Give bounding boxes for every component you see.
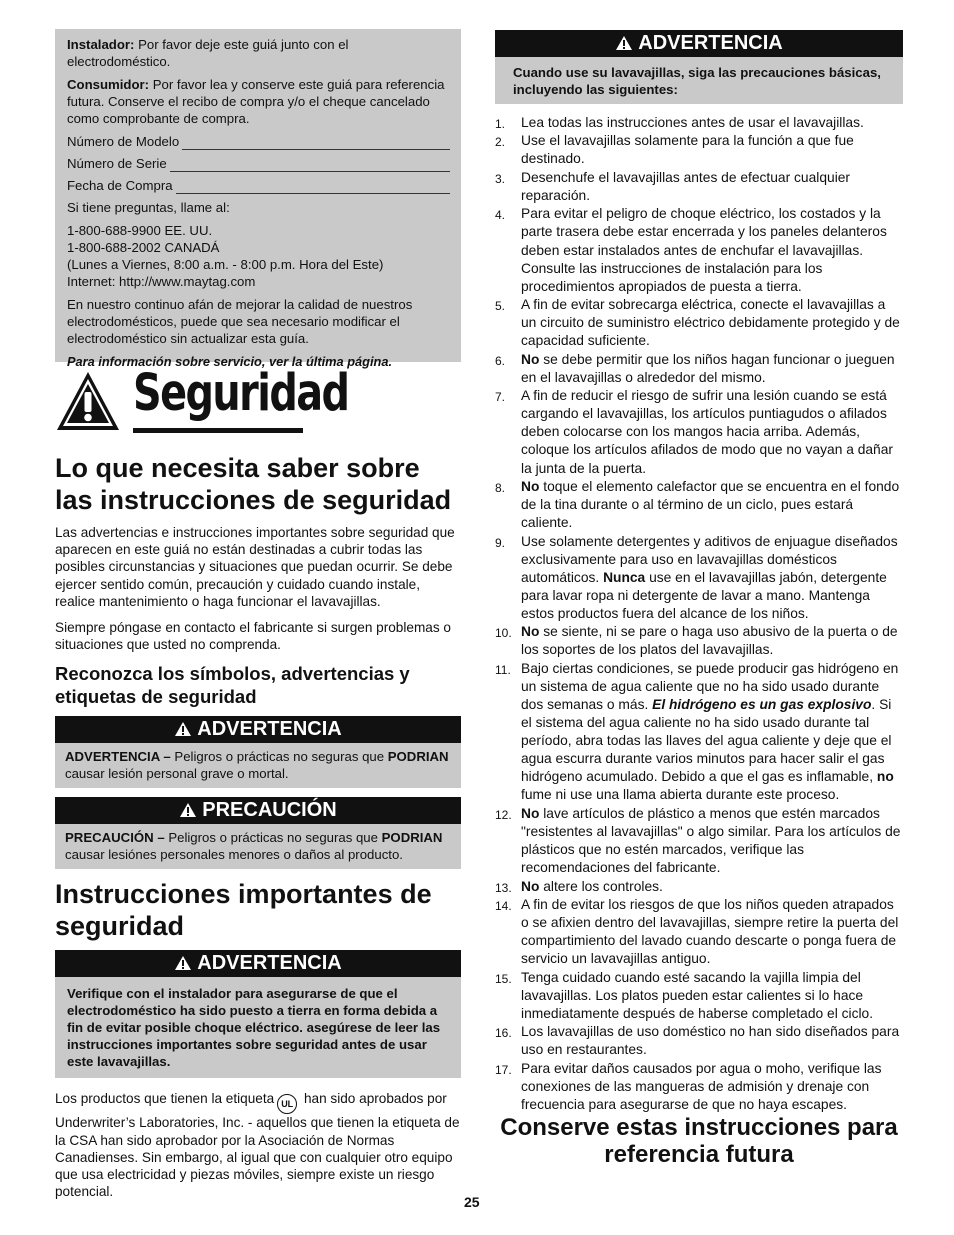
safety-rules-list [495, 114, 903, 1114]
list-item: 2. Use el lavavajillas solamente para la función a que fue destinado. [495, 133, 854, 167]
grounding-warning-box [55, 950, 461, 1078]
alert-icon [174, 955, 192, 971]
usage-warning-text: Cuando use su lavavajillas, siga las precauciones básicas, incluyendo las siguientes: [495, 57, 903, 104]
alert-icon [179, 802, 197, 818]
section-title-important: Instrucciones importantes de seguridad [55, 879, 432, 942]
list-item: 1. Lea todas las instrucciones antes de usar el lavavajillas. [495, 115, 864, 131]
phone-us: 1-800-688-9900 EE. UU. [67, 223, 213, 238]
list-item: 7. A fin de reducir el riesgo de sufrir una lesión cuando se está cargando el lavavajillas, los artículos puntiagudos o afilados deben colocarse con los mangos hacia arriba. Además, coloque los artículos afilados de modo que no vayan a dañar la junta de la puerta. [495, 388, 893, 476]
caution-box [55, 797, 461, 869]
service-hours: (Lunes a Viernes, 8:00 a.m. - 8:00 p.m. Hora del Este) [67, 257, 384, 272]
list-item: 4. Para evitar el peligro de choque eléctrico, los costados y la parte trasera debe estar encerrada y los paneles delanteros deben estar instalados antes de enchufar el lavavajillas. Consulte las instrucciones de instalación para los procedimientos apropiados de puesta a tierra. [495, 206, 887, 294]
keep-instructions-heading: Conserve estas instrucciones para referencia futura [500, 1114, 898, 1169]
alert-icon [615, 35, 633, 51]
list-item: 15. Tenga cuidado cuando esté sacando la vajilla limpia del lavavajillas. Los platos pueden estar calientes si lo hace inmediatamente después de haberse completado el ciclo. [495, 969, 874, 1021]
section1-paragraph-2: Siempre póngase en contacto el fabricante si surgen problemas o situaciones que usted no comprenda. [55, 620, 451, 653]
info-box [55, 29, 461, 369]
seguridad-heading [55, 364, 461, 452]
warning-title-bar: ADVERTENCIA [55, 716, 461, 743]
section1-paragraph-1: Las advertencias e instrucciones importantes sobre seguridad que aparecen en este guiá no están destinadas a cubrir todas las posibles circunstancias y situaciones que puedan ocurrir. Se debe ejercer sentido común, precaución y cuidado cuando instale, realice mantenimiento o haga funcionar el lavavajillas. [55, 525, 455, 609]
usage-warning-box [495, 30, 903, 104]
contact-block [67, 222, 450, 290]
questions-line: Si tiene preguntas, llame al: [67, 200, 230, 215]
installer-note: Instalador: Por favor deje este guiá junto con el electrodoméstico. [67, 37, 349, 69]
section-title-instructions: Lo que necesita saber sobre las instrucciones de seguridad [55, 453, 452, 515]
improvement-note: En nuestro continuo afán de mejorar la calidad de nuestros electrodomésticos, puede que sea necesario modificar el electrodoméstico sin actualizar esta guía. [67, 297, 413, 346]
list-item: 17. Para evitar daños causados por agua o moho, verifique las conexiones de las mangueras de admisión y drenaje con frecuencia para asegurarse de que no haya escapes. [495, 1060, 882, 1112]
warning-box [55, 716, 461, 788]
seguridad-title: Seguridad [133, 364, 349, 423]
serial-number-field[interactable]: Número de Serie [67, 155, 450, 172]
consumer-note: Consumidor: Por favor lea y conserve este guiá para referencia futura. Conserve el recibo de compra y/o el cheque cancelado como comprobante de compra. [67, 77, 445, 126]
list-item: 14. A fin de evitar los riesgos de que los niños queden atrapados o se afixien dentro del lavavajillas, siempre retire la puerta del compartimiento del lavado cuando descarte o ponga fuera de servicio un lavavajillas antiguo. [495, 896, 899, 967]
left-column [55, 29, 461, 1209]
purchase-date-field[interactable]: Fecha de Compra [67, 177, 450, 194]
page-number: 25 [464, 1194, 480, 1210]
model-number-field[interactable]: Número de Modelo [67, 133, 450, 150]
alert-icon [174, 721, 192, 737]
caution-definition: PRECAUCIÓN – Peligros o prácticas no seguras que PODRIAN causar lesiónes personales menores o daños al producto. [55, 824, 461, 869]
list-item: 5. A fin de evitar sobrecarga eléctrica, conecte el lavavajillas a un circuito de suministro eléctrico debidamente protegido y de capacidad suficiente. [495, 297, 900, 349]
section-title-symbols: Reconozca los símbolos, advertencias y etiquetas de seguridad [55, 663, 410, 707]
warning-definition: ADVERTENCIA – Peligros o prácticas no seguras que PODRIAN causar lesión personal grave o mortal. [55, 743, 461, 788]
list-item: 12. No lave artículos de plástico a menos que estén marcados "resistentes al lavavajillas" o algo similar. Para los artículos de plásticos que no estén marcados, verifique las recomendaciones del fabricante. [495, 805, 901, 876]
service-note: Para información sobre servicio, ver la última página. [67, 354, 393, 369]
list-item: 3. Desenchufe el lavavajillas antes de efectuar cualquier reparación. [495, 169, 851, 203]
grounding-warning-text: Verifique con el instalador para asegurarse de que el electrodoméstico ha sido puesto a tierra en forma debida a fin de evitar posible choque eléctrico. asegúrese de leer las instrucciones importantes sobre seguridad antes de usar este lavavajillas. [55, 977, 461, 1078]
warning-triangle-icon [55, 370, 121, 432]
phone-canada: 1-800-688-2002 CANADÁ [67, 240, 220, 255]
list-item: 11. Bajo ciertas condiciones, se puede producir gas hidrógeno en un sistema de agua caliente que no ha sido usado durante dos semanas o más. El hidrógeno es un gas explosivo. Si el sistema del agua caliente no ha sido usado durante tal período, abra todas las llaves del agua caliente y deje que el agua escurra durante varios minutos para hacer salir el gas hidrógeno acumulado. Debido a que el gas es inflamable, no fume ni use una llama abierta durante este proceso. [495, 660, 899, 803]
list-item: 16. Los lavavajillas de uso doméstico no han sido diseñados para uso en restaurantes. [495, 1024, 900, 1058]
right-column [495, 30, 903, 1168]
list-item: 13. No altere los controles. [495, 878, 663, 895]
title-underline [133, 428, 303, 433]
grounding-warning-title-bar: ADVERTENCIA [55, 950, 461, 977]
internet-link[interactable]: Internet: http://www.maytag.com [67, 274, 256, 289]
caution-title-bar: PRECAUCIÓN [55, 797, 461, 824]
list-item: 9. Use solamente detergentes y aditivos de enjuague diseñados exclusivamente para uso en lavavajillas domésticos automáticos. Nunca use en el lavavajillas jabón, detergente para lavar ropa ni detergente de lavar a mano. Mantenga estos productos fuera del alcance de los niños. [495, 533, 898, 621]
ul-logo-icon: UL [277, 1094, 297, 1114]
list-item: 6. No se debe permitir que los niños hagan funcionar o jueguen en el lavavajillas o alrededor del mismo. [495, 351, 895, 385]
usage-warning-title-bar: ADVERTENCIA [495, 30, 903, 57]
list-item: 10. No se siente, ni se pare o haga uso abusivo de la puerta o de los soportes de los platos del lavavajillas. [495, 624, 898, 658]
ul-paragraph: Los productos que tienen la etiqueta UL han sido aprobados por Underwriter’s Laboratories, Inc. - aquellos que tienen la etiqueta de la CSA han sido aprobador por la Asociación de Normas Canadienses. Sin embargo, al igual que con cualquier otro equipo que usa electricidad y piezas móviles, siempre existe un riesgo potencial. [55, 1091, 460, 1200]
list-item: 8. No toque el elemento calefactor que se encuentra en el fondo de la tina durante o al término de un ciclo, pues estará caliente. [495, 478, 900, 531]
